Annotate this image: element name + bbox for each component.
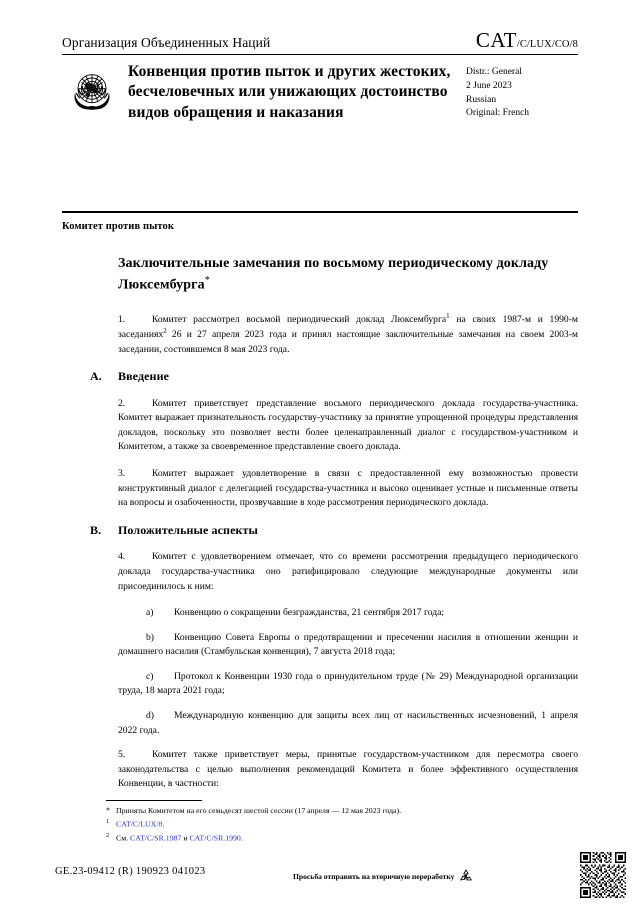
document-body [62,221,578,804]
section-a-title: Введение [118,369,170,384]
recycle-icon [458,868,474,884]
paragraph-number: 4. [118,551,126,563]
footnote-2-link-1[interactable]: CAT/C/SR.1987 [130,833,182,843]
paragraph-1 [118,313,578,357]
section-b-title: Положительные аспекты [118,522,258,537]
page-title [118,254,578,295]
distr-date: 2 June 2023 [466,80,512,91]
footnote-2-joiner: и [181,833,190,843]
section-b-letter: B. [90,522,102,537]
paragraph-2-text: Комитет приветствует представление восьмого периодического доклада государства-участника. Комитет выражает признательность государству-участнику за принятие упрощенной процедуры представления докладов, поскольку это позволяет вести более целенаправленный диалог с государством-участником и Комитетом, а также за своевременное представление своего доклада. [118,397,578,453]
footnote-2-link-2[interactable]: CAT/C/SR.1990 [189,833,241,843]
masthead-top-row [62,30,578,53]
organization-name: Организация Объединенных Наций [62,35,271,51]
footnote-ref-2[interactable]: 2 [163,326,167,335]
convention-title-container [120,62,466,123]
distribution-block [466,62,578,121]
footnote-2-suffix: . [240,833,243,843]
footnote-ref-1[interactable]: 1 [446,312,450,321]
footnote-separator [106,800,202,801]
footnote-star [106,805,546,817]
list-item-a [118,606,578,621]
footnote-mark: 2 [106,832,110,840]
masthead [62,30,578,123]
paragraph-1-text-c: 26 и 27 апреля 2023 года и принял настоящие заключительные замечания на своем 2003-м заседании, состоявшемся 8 мая 2023 года. [118,328,578,355]
symbol-suffix: /C/LUX/CO/8 [516,39,578,50]
header-thick-divider [62,211,578,213]
list-item-letter: a) [146,607,154,619]
list-item-text: Конвенцию Совета Европы о предотвращении и пресечении насилия в отношении женщин и домашнего насилия (Стамбульская конвенция), 7 августа 2018 года; [118,631,578,658]
list-item-text: Протокол к Конвенции 1930 года о принудительном труде (№ 29) Международной организации труда, 18 марта 2021 года; [118,670,578,697]
ge-number: GE.23-09412 (R) 190923 041023 [55,866,206,877]
footnotes-block [106,800,546,845]
paragraph-2 [118,397,578,455]
symbol-main: CAT [475,28,517,52]
footnote-1 [106,817,546,831]
section-heading-a [90,369,578,385]
recycle-text: Просьба отправить на вторичную переработку [293,871,455,881]
paragraph-5-text: Комитет также приветствует меры, принятые государством-участником для пересмотра своего законодательства с целью выполнения рекомендаций Комитета и более эффективного осуществления Конвенции, в частности: [118,749,578,790]
paragraph-1-text-b: на своих 1987-м и 1990-м заседаниях [118,314,578,340]
paragraph-1-text-a: Комитет рассмотрел восьмой периодический доклад Люксембурга [152,314,447,326]
page-title-text: Заключительные замечания по восьмому периодическому докладу Люксембурга [118,256,549,293]
page-footer [55,866,583,881]
footnote-mark: 1 [106,818,110,826]
paragraph-3-text: Комитет выражает удовлетворение в связи с предоставленной ему возможностью провести конструктивный диалог с делегацией государства-участника и высоко оценивает устные и письменные ответы на вопросы и озабоченности, прозвучавшие в ходе рассмотрения периодического доклада. [118,468,578,509]
section-heading-b [90,523,578,539]
distr-language: Russian [466,94,497,105]
footnote-star-text: Приняты Комитетом на его семьдесят шестой сессии (17 апреля — 12 мая 2023 года). [116,806,402,815]
list-item-b [118,631,578,660]
paragraph-5 [118,748,578,792]
footnote-2-prefix: См. [116,833,131,843]
paragraph-number: 2. [118,397,126,409]
list-item-letter: c) [146,670,154,682]
paragraph-number: 3. [118,468,126,480]
page-title-footnote-mark: * [204,274,210,286]
convention-title: Конвенция против пыток и других жестоких, бесчеловечных или унижающих достоинство видов обращения и наказания [128,63,451,121]
footnote-mark: * [106,806,110,815]
paragraph-4-text: Комитет с удовлетворением отмечает, что со времени рассмотрения предыдущего периодического доклада государства-участника оно ратифицировало следующие международные документы или присоединилось к ним: [118,551,578,592]
paragraph-number: 1. [118,314,126,326]
footnote-2 [106,831,546,845]
list-item-letter: d) [146,710,154,721]
title-block [62,62,578,123]
list-item-c [118,670,578,699]
list-item-text: Международную конвенцию для защиты всех лиц от насильственных исчезновений, 1 апреля 2022 года. [118,710,578,736]
distr-original: Original: French [466,108,530,119]
un-emblem-icon [64,64,120,120]
footnote-1-suffix: . [162,819,165,829]
list-item-d [118,709,578,738]
committee-name: Комитет против пыток [62,221,175,232]
recycle-note [293,868,474,884]
list-item-letter: b) [146,631,154,643]
section-a-letter: A. [90,369,102,384]
qr-code[interactable] [580,852,626,898]
paragraph-3 [118,467,578,511]
masthead-divider [62,54,578,55]
document-symbol [476,30,578,51]
paragraph-4 [118,550,578,594]
footnote-1-link[interactable]: CAT/C/LUX/8 [116,819,163,829]
paragraph-number: 5. [118,749,126,761]
list-item-text: Конвенцию о сокращении безгражданства, 21 сентября 2017 года; [174,607,445,619]
distr-line: Distr.: General [466,67,522,77]
